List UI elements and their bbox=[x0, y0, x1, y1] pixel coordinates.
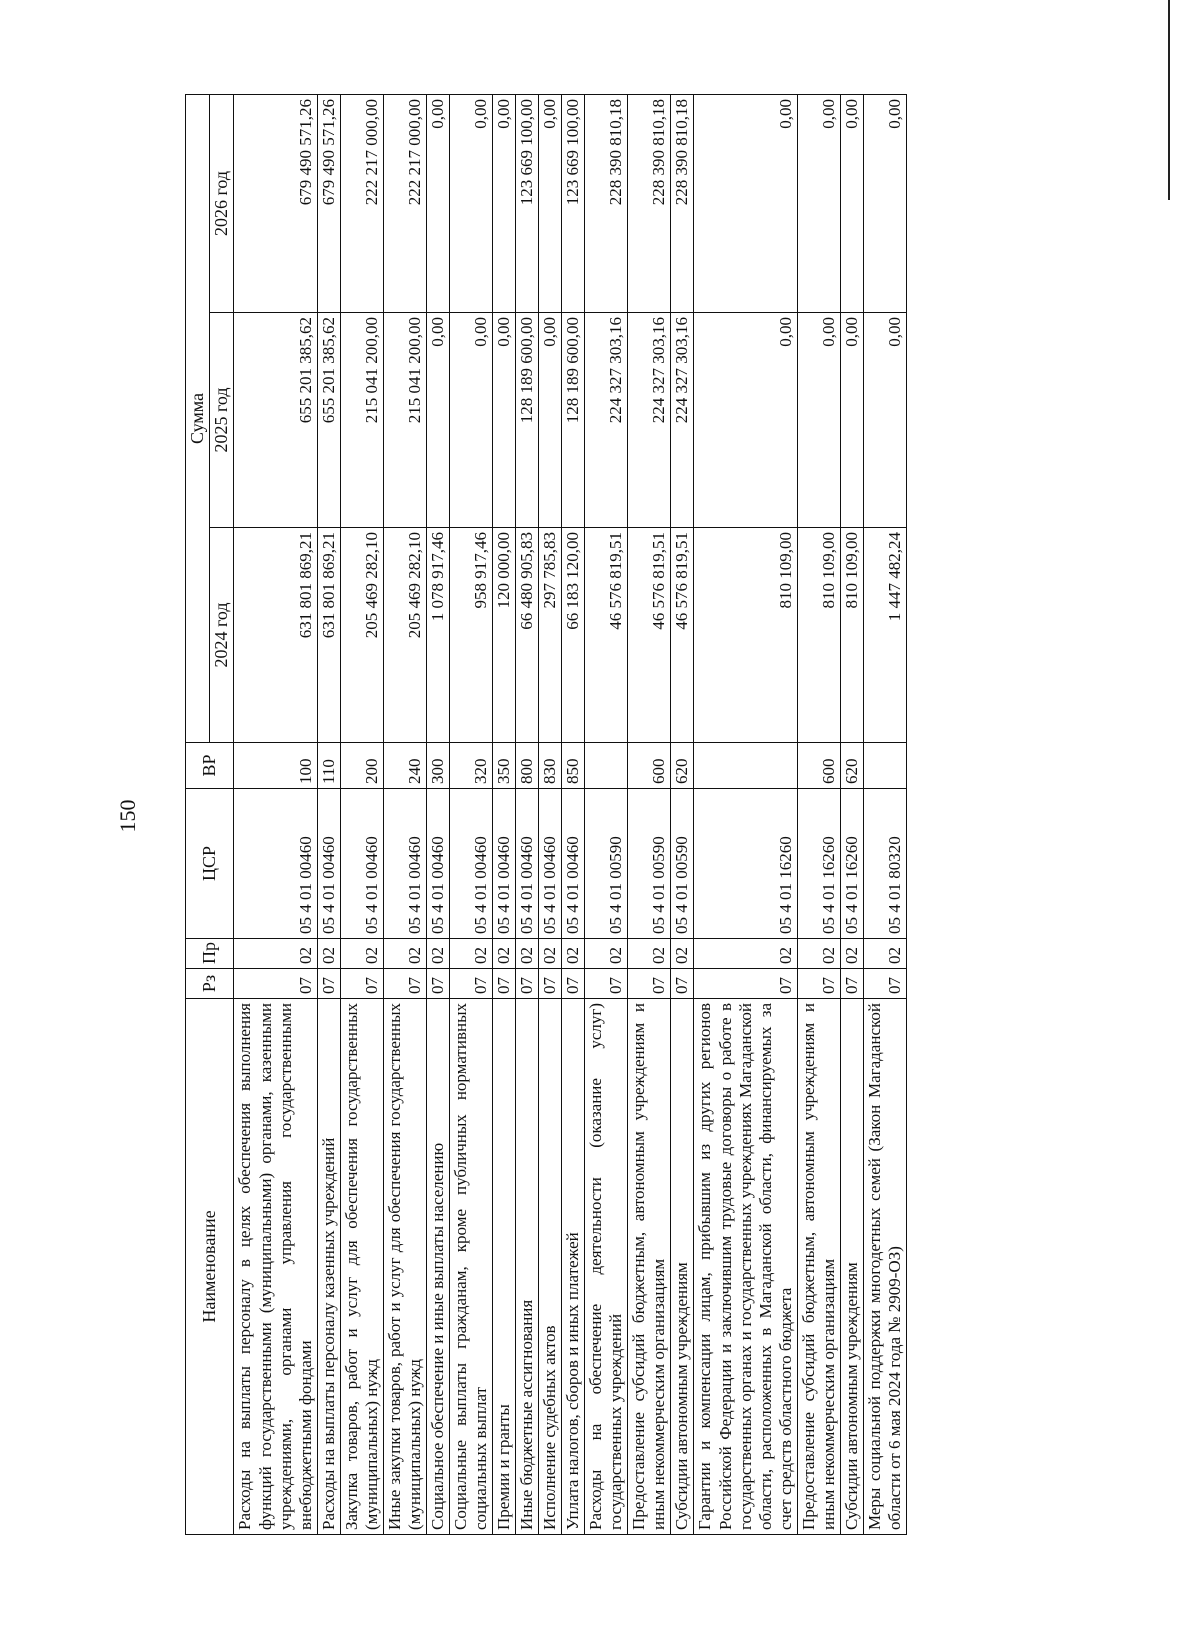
row-csr: 05 4 01 00460 bbox=[562, 789, 585, 939]
row-name: Иные закупки товаров, работ и услуг для обеспечения государственных (муниципальных) нужд bbox=[383, 999, 426, 1535]
row-name: Предоставление субсидий бюджетным, автономным учреждениям и иным некоммерческим организациям bbox=[628, 999, 671, 1535]
row-vr: 620 bbox=[840, 743, 863, 789]
row-sum-2024: 46 576 819,51 bbox=[628, 528, 671, 743]
row-name: Меры социальной поддержки многодетных семей (Закон Магаданской области от 6 мая 2024 года № 2909-ОЗ) bbox=[863, 999, 906, 1535]
row-rz: 07 bbox=[234, 969, 317, 999]
row-sum-2026: 0,00 bbox=[863, 94, 906, 312]
row-sum-2025: 0,00 bbox=[449, 313, 492, 528]
table-row bbox=[797, 94, 840, 1534]
row-pr: 02 bbox=[863, 939, 906, 969]
row-csr: 05 4 01 00460 bbox=[493, 789, 516, 939]
row-csr: 05 4 01 16260 bbox=[694, 789, 797, 939]
row-sum-2025: 224 327 303,16 bbox=[628, 313, 671, 528]
row-vr: 100 bbox=[234, 743, 317, 789]
table-row bbox=[671, 94, 694, 1534]
row-name: Иные бюджетные ассигнования bbox=[516, 999, 539, 1535]
scan-edge-line bbox=[1168, 0, 1170, 200]
row-pr: 02 bbox=[628, 939, 671, 969]
row-pr: 02 bbox=[449, 939, 492, 969]
row-vr: 850 bbox=[562, 743, 585, 789]
row-csr: 05 4 01 80320 bbox=[863, 789, 906, 939]
row-sum-2026: 0,00 bbox=[539, 94, 562, 312]
row-sum-2025: 655 201 385,62 bbox=[317, 313, 340, 528]
header-vr: ВР bbox=[186, 743, 234, 789]
row-sum-2026: 679 490 571,26 bbox=[234, 94, 317, 312]
row-sum-2024: 46 576 819,51 bbox=[585, 528, 628, 743]
row-pr: 02 bbox=[539, 939, 562, 969]
row-pr: 02 bbox=[426, 939, 449, 969]
row-sum-2024: 810 109,00 bbox=[797, 528, 840, 743]
row-sum-2024: 810 109,00 bbox=[840, 528, 863, 743]
row-sum-2025: 128 189 600,00 bbox=[516, 313, 539, 528]
row-name: Субсидии автономным учреждениям bbox=[671, 999, 694, 1535]
row-rz: 07 bbox=[585, 969, 628, 999]
header-row-1 bbox=[186, 94, 210, 1534]
row-sum-2025: 0,00 bbox=[493, 313, 516, 528]
row-name: Социальное обеспечение и иные выплаты населению bbox=[426, 999, 449, 1535]
row-pr: 02 bbox=[840, 939, 863, 969]
row-name: Предоставление субсидий бюджетным, автономным учреждениям и иным некоммерческим организациям bbox=[797, 999, 840, 1535]
row-csr: 05 4 01 00460 bbox=[317, 789, 340, 939]
row-sum-2024: 958 917,46 bbox=[449, 528, 492, 743]
table-row bbox=[234, 94, 317, 1534]
row-vr bbox=[863, 743, 906, 789]
row-pr: 02 bbox=[516, 939, 539, 969]
table-row bbox=[863, 94, 906, 1534]
row-sum-2024: 810 109,00 bbox=[694, 528, 797, 743]
row-rz: 07 bbox=[539, 969, 562, 999]
row-pr: 02 bbox=[234, 939, 317, 969]
row-pr: 02 bbox=[585, 939, 628, 969]
row-rz: 07 bbox=[317, 969, 340, 999]
row-sum-2026: 123 669 100,00 bbox=[516, 94, 539, 312]
row-sum-2025: 0,00 bbox=[426, 313, 449, 528]
row-csr: 05 4 01 00590 bbox=[628, 789, 671, 939]
row-sum-2024: 66 480 905,83 bbox=[516, 528, 539, 743]
row-rz: 07 bbox=[671, 969, 694, 999]
row-csr: 05 4 01 16260 bbox=[840, 789, 863, 939]
row-name: Социальные выплаты гражданам, кроме публичных нормативных социальных выплат bbox=[449, 999, 492, 1535]
header-rz: Рз bbox=[186, 969, 234, 999]
row-vr: 600 bbox=[628, 743, 671, 789]
row-name: Исполнение судебных актов bbox=[539, 999, 562, 1535]
row-sum-2026: 679 490 571,26 bbox=[317, 94, 340, 312]
row-csr: 05 4 01 00590 bbox=[671, 789, 694, 939]
row-sum-2024: 120 000,00 bbox=[493, 528, 516, 743]
table-row bbox=[449, 94, 492, 1534]
row-pr: 02 bbox=[797, 939, 840, 969]
row-sum-2024: 46 576 819,51 bbox=[671, 528, 694, 743]
row-rz: 07 bbox=[628, 969, 671, 999]
row-csr: 05 4 01 00460 bbox=[449, 789, 492, 939]
row-name: Закупка товаров, работ и услуг для обеспечения государственных (муниципальных) нужд bbox=[340, 999, 383, 1535]
row-sum-2026: 0,00 bbox=[449, 94, 492, 312]
row-sum-2025: 0,00 bbox=[840, 313, 863, 528]
header-sum: Сумма bbox=[186, 94, 210, 742]
row-rz: 07 bbox=[340, 969, 383, 999]
row-vr: 350 bbox=[493, 743, 516, 789]
row-rz: 07 bbox=[863, 969, 906, 999]
row-pr: 02 bbox=[383, 939, 426, 969]
row-sum-2024: 205 469 282,10 bbox=[340, 528, 383, 743]
row-sum-2025: 215 041 200,00 bbox=[383, 313, 426, 528]
table-row bbox=[493, 94, 516, 1534]
table-row bbox=[539, 94, 562, 1534]
row-sum-2025: 0,00 bbox=[863, 313, 906, 528]
row-rz: 07 bbox=[516, 969, 539, 999]
row-rz: 07 bbox=[797, 969, 840, 999]
row-name: Гарантии и компенсации лицам, прибывшим из других регионов Российской Федерации и заключившим трудовые договоры о работе в государственных органах и государственных учреждениях Магаданской области, расположенных в Магаданской области, финансируемых за счет средств областного бюджета bbox=[694, 999, 797, 1535]
table-row bbox=[562, 94, 585, 1534]
row-sum-2026: 222 217 000,00 bbox=[340, 94, 383, 312]
table-row bbox=[317, 94, 340, 1534]
row-vr: 600 bbox=[797, 743, 840, 789]
row-sum-2026: 228 390 810,18 bbox=[585, 94, 628, 312]
row-csr: 05 4 01 16260 bbox=[797, 789, 840, 939]
row-rz: 07 bbox=[840, 969, 863, 999]
row-sum-2026: 0,00 bbox=[426, 94, 449, 312]
row-rz: 07 bbox=[383, 969, 426, 999]
table-row bbox=[694, 94, 797, 1534]
row-sum-2024: 66 183 120,00 bbox=[562, 528, 585, 743]
row-csr: 05 4 01 00460 bbox=[383, 789, 426, 939]
row-name: Расходы на обеспечение деятельности (оказание услуг) государственных учреждений bbox=[585, 999, 628, 1535]
row-sum-2026: 0,00 bbox=[840, 94, 863, 312]
row-sum-2024: 1 447 482,24 bbox=[863, 528, 906, 743]
row-pr: 02 bbox=[340, 939, 383, 969]
row-rz: 07 bbox=[694, 969, 797, 999]
row-csr: 05 4 01 00460 bbox=[539, 789, 562, 939]
row-sum-2025: 655 201 385,62 bbox=[234, 313, 317, 528]
row-csr: 05 4 01 00460 bbox=[516, 789, 539, 939]
row-sum-2024: 631 801 869,21 bbox=[317, 528, 340, 743]
header-2025: 2025 год bbox=[210, 313, 234, 528]
row-sum-2025: 0,00 bbox=[539, 313, 562, 528]
header-2024: 2024 год bbox=[210, 528, 234, 743]
row-vr: 320 bbox=[449, 743, 492, 789]
row-name: Расходы на выплаты персоналу в целях обеспечения выполнения функций государственными (муниципальными) органами, казенными учреждениями, органами управления государственными внебюджетными фондами bbox=[234, 999, 317, 1535]
header-name: Наименование bbox=[186, 999, 234, 1535]
row-pr: 02 bbox=[562, 939, 585, 969]
row-pr: 02 bbox=[317, 939, 340, 969]
row-rz: 07 bbox=[562, 969, 585, 999]
row-pr: 02 bbox=[694, 939, 797, 969]
row-sum-2025: 215 041 200,00 bbox=[340, 313, 383, 528]
header-csr: ЦСР bbox=[186, 789, 234, 939]
row-pr: 02 bbox=[671, 939, 694, 969]
row-sum-2024: 297 785,83 bbox=[539, 528, 562, 743]
table-body bbox=[234, 94, 906, 1534]
table-row bbox=[426, 94, 449, 1534]
row-rz: 07 bbox=[426, 969, 449, 999]
row-vr: 830 bbox=[539, 743, 562, 789]
row-sum-2026: 0,00 bbox=[694, 94, 797, 312]
row-csr: 05 4 01 00460 bbox=[234, 789, 317, 939]
budget-table bbox=[185, 94, 907, 1535]
row-name: Расходы на выплаты персоналу казенных учреждений bbox=[317, 999, 340, 1535]
table-row bbox=[840, 94, 863, 1534]
row-name: Премии и гранты bbox=[493, 999, 516, 1535]
row-sum-2024: 631 801 869,21 bbox=[234, 528, 317, 743]
row-vr: 110 bbox=[317, 743, 340, 789]
row-sum-2026: 123 669 100,00 bbox=[562, 94, 585, 312]
table-row bbox=[628, 94, 671, 1534]
row-pr: 02 bbox=[493, 939, 516, 969]
row-sum-2025: 0,00 bbox=[797, 313, 840, 528]
row-sum-2026: 228 390 810,18 bbox=[628, 94, 671, 312]
row-csr: 05 4 01 00460 bbox=[426, 789, 449, 939]
rotated-page bbox=[185, 95, 1085, 1535]
row-sum-2025: 224 327 303,16 bbox=[585, 313, 628, 528]
row-rz: 07 bbox=[449, 969, 492, 999]
row-vr: 200 bbox=[340, 743, 383, 789]
row-csr: 05 4 01 00460 bbox=[340, 789, 383, 939]
table-row bbox=[383, 94, 426, 1534]
row-vr: 800 bbox=[516, 743, 539, 789]
row-sum-2025: 224 327 303,16 bbox=[671, 313, 694, 528]
page-number: 150 bbox=[115, 799, 140, 833]
row-vr: 300 bbox=[426, 743, 449, 789]
row-sum-2026: 0,00 bbox=[797, 94, 840, 312]
header-2026: 2026 год bbox=[210, 94, 234, 312]
header-pr: Пр bbox=[186, 939, 234, 969]
row-name: Уплата налогов, сборов и иных платежей bbox=[562, 999, 585, 1535]
row-sum-2026: 222 217 000,00 bbox=[383, 94, 426, 312]
row-vr bbox=[694, 743, 797, 789]
row-sum-2026: 0,00 bbox=[493, 94, 516, 312]
row-csr: 05 4 01 00590 bbox=[585, 789, 628, 939]
row-name: Субсидии автономным учреждениям bbox=[840, 999, 863, 1535]
row-rz: 07 bbox=[493, 969, 516, 999]
row-sum-2025: 0,00 bbox=[694, 313, 797, 528]
row-sum-2024: 205 469 282,10 bbox=[383, 528, 426, 743]
row-sum-2026: 228 390 810,18 bbox=[671, 94, 694, 312]
table-row bbox=[585, 94, 628, 1534]
row-vr: 620 bbox=[671, 743, 694, 789]
row-sum-2024: 1 078 917,46 bbox=[426, 528, 449, 743]
row-vr bbox=[585, 743, 628, 789]
table-row bbox=[516, 94, 539, 1534]
row-sum-2025: 128 189 600,00 bbox=[562, 313, 585, 528]
row-vr: 240 bbox=[383, 743, 426, 789]
table-row bbox=[340, 94, 383, 1534]
